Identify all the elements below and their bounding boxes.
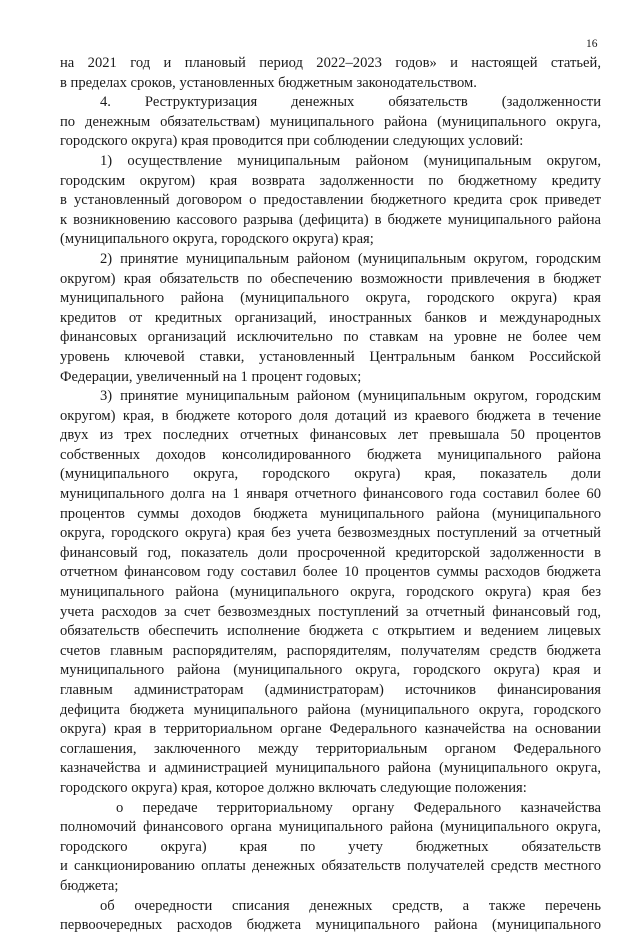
- text-line: к возникновению кассового разрыва (дефицита) в бюджете муниципального района: [60, 211, 601, 228]
- text-line: финансовых организаций исключительно по ставкам на уровне не более чем: [60, 329, 601, 346]
- text-line: собственных доходов консолидированного бюджета муниципального района: [60, 446, 601, 463]
- text-line: казначейства и администрацией муниципального района (муниципального округа,: [60, 760, 601, 777]
- text-line: округом) края обязательств по обеспечению возможности привлечения в бюджет: [60, 270, 601, 287]
- text-line: и санкционированию оплаты денежных обязательств получателей средств местного: [60, 858, 601, 875]
- text-line: бюджета;: [60, 877, 119, 894]
- text-line: о передаче территориальному органу Федерального казначейства: [116, 799, 601, 816]
- text-line: обязательств обеспечить исполнение бюджета с открытием и ведением лицевых: [60, 623, 601, 640]
- text-line: отчетном финансовом году составил более 10 процентов суммы расходов бюджета: [60, 564, 601, 581]
- text-line: городского округа) края проводится при соблюдении следующих условий:: [60, 133, 524, 150]
- text-line: муниципального района (муниципального округа, городского округа) края и: [60, 662, 601, 679]
- text-line: муниципального района (муниципального округа, городского округа) края: [60, 290, 601, 307]
- text-line: городским округом) края возврата задолженности по бюджетному кредиту: [60, 172, 601, 189]
- text-line: кредитов от кредитных организаций, иностранных банков и международных: [60, 309, 601, 326]
- text-line: городского округа) края, которое должно включать следующие положения:: [60, 779, 527, 796]
- document-body: [60, 54, 601, 936]
- text-line: округа) края в территориальном органе Федерального казначейства на основании: [60, 721, 601, 738]
- text-line: процентов суммы доходов бюджета муниципального района (муниципального: [60, 505, 601, 522]
- text-line: первоочередных расходов бюджета муниципального района (муниципального: [60, 917, 601, 934]
- text-line: в установленный договором о предоставлении бюджетного кредита срок приведет: [60, 192, 601, 209]
- text-line: на 2021 год и плановый период 2022–2023 годов» и настоящей статьей,: [60, 55, 601, 71]
- text-line: округа, городского округа) края без учета безвозмездных поступлений за отчетный: [60, 525, 601, 542]
- text-line: 2) принятие муниципальным районом (муниципальным округом, городским: [100, 250, 601, 267]
- text-line: уровень ключевой ставки, установленный Центральным банком Российской: [60, 348, 601, 365]
- text-line: округом) края, в бюджете которого доля дотаций из краевого бюджета в течение: [60, 407, 601, 424]
- text-line: счетов главным распорядителям, распорядителям, получателям средств бюджета: [60, 642, 601, 659]
- text-line: 4. Реструктуризация денежных обязательств (задолженности: [100, 94, 601, 111]
- text-line: муниципального района (муниципального округа, городского округа) края без: [60, 584, 601, 601]
- text-line: соглашения, заключенного между территориальным органом Федерального: [60, 740, 601, 757]
- text-line: (муниципального округа, городского округа) края;: [60, 231, 374, 248]
- text-line: главным администраторам (администраторам) источников финансирования: [60, 682, 601, 698]
- page-number: 16: [586, 38, 598, 50]
- text-line: финансовый год, показатель доли просроченной кредиторской задолженности в: [60, 544, 601, 561]
- text-line: 3) принятие муниципальным районом (муниципальным округом, городским: [100, 388, 601, 405]
- text-line: об очередности списания денежных средств, а также перечень: [100, 897, 601, 914]
- text-line: (муниципального округа, городского округа) края, показатель доли: [60, 466, 601, 483]
- text-line: по денежным обязательствам) муниципального района (муниципального округа,: [60, 113, 601, 130]
- text-line: дефицита бюджета муниципального района (муниципального округа, городского: [60, 701, 601, 718]
- text-line: муниципального долга на 1 января отчетного финансового года составил более 60: [60, 486, 601, 503]
- text-line: Федерации, увеличенный на 1 процент годовых;: [60, 368, 362, 385]
- text-line: 1) осуществление муниципальным районом (муниципальным округом,: [100, 152, 601, 169]
- text-line: в пределах сроков, установленных бюджетным законодательством.: [60, 74, 477, 91]
- text-line: полномочий финансового органа муниципального района (муниципального округа,: [60, 819, 601, 836]
- text-line: городского округа) края по учету бюджетных обязательств: [60, 838, 601, 855]
- text-line: двух из трех последних отчетных финансовых лет превышала 50 процентов: [60, 427, 601, 444]
- text-line: учета расходов за счет безвозмездных поступлений за отчетный финансовый год,: [60, 603, 601, 620]
